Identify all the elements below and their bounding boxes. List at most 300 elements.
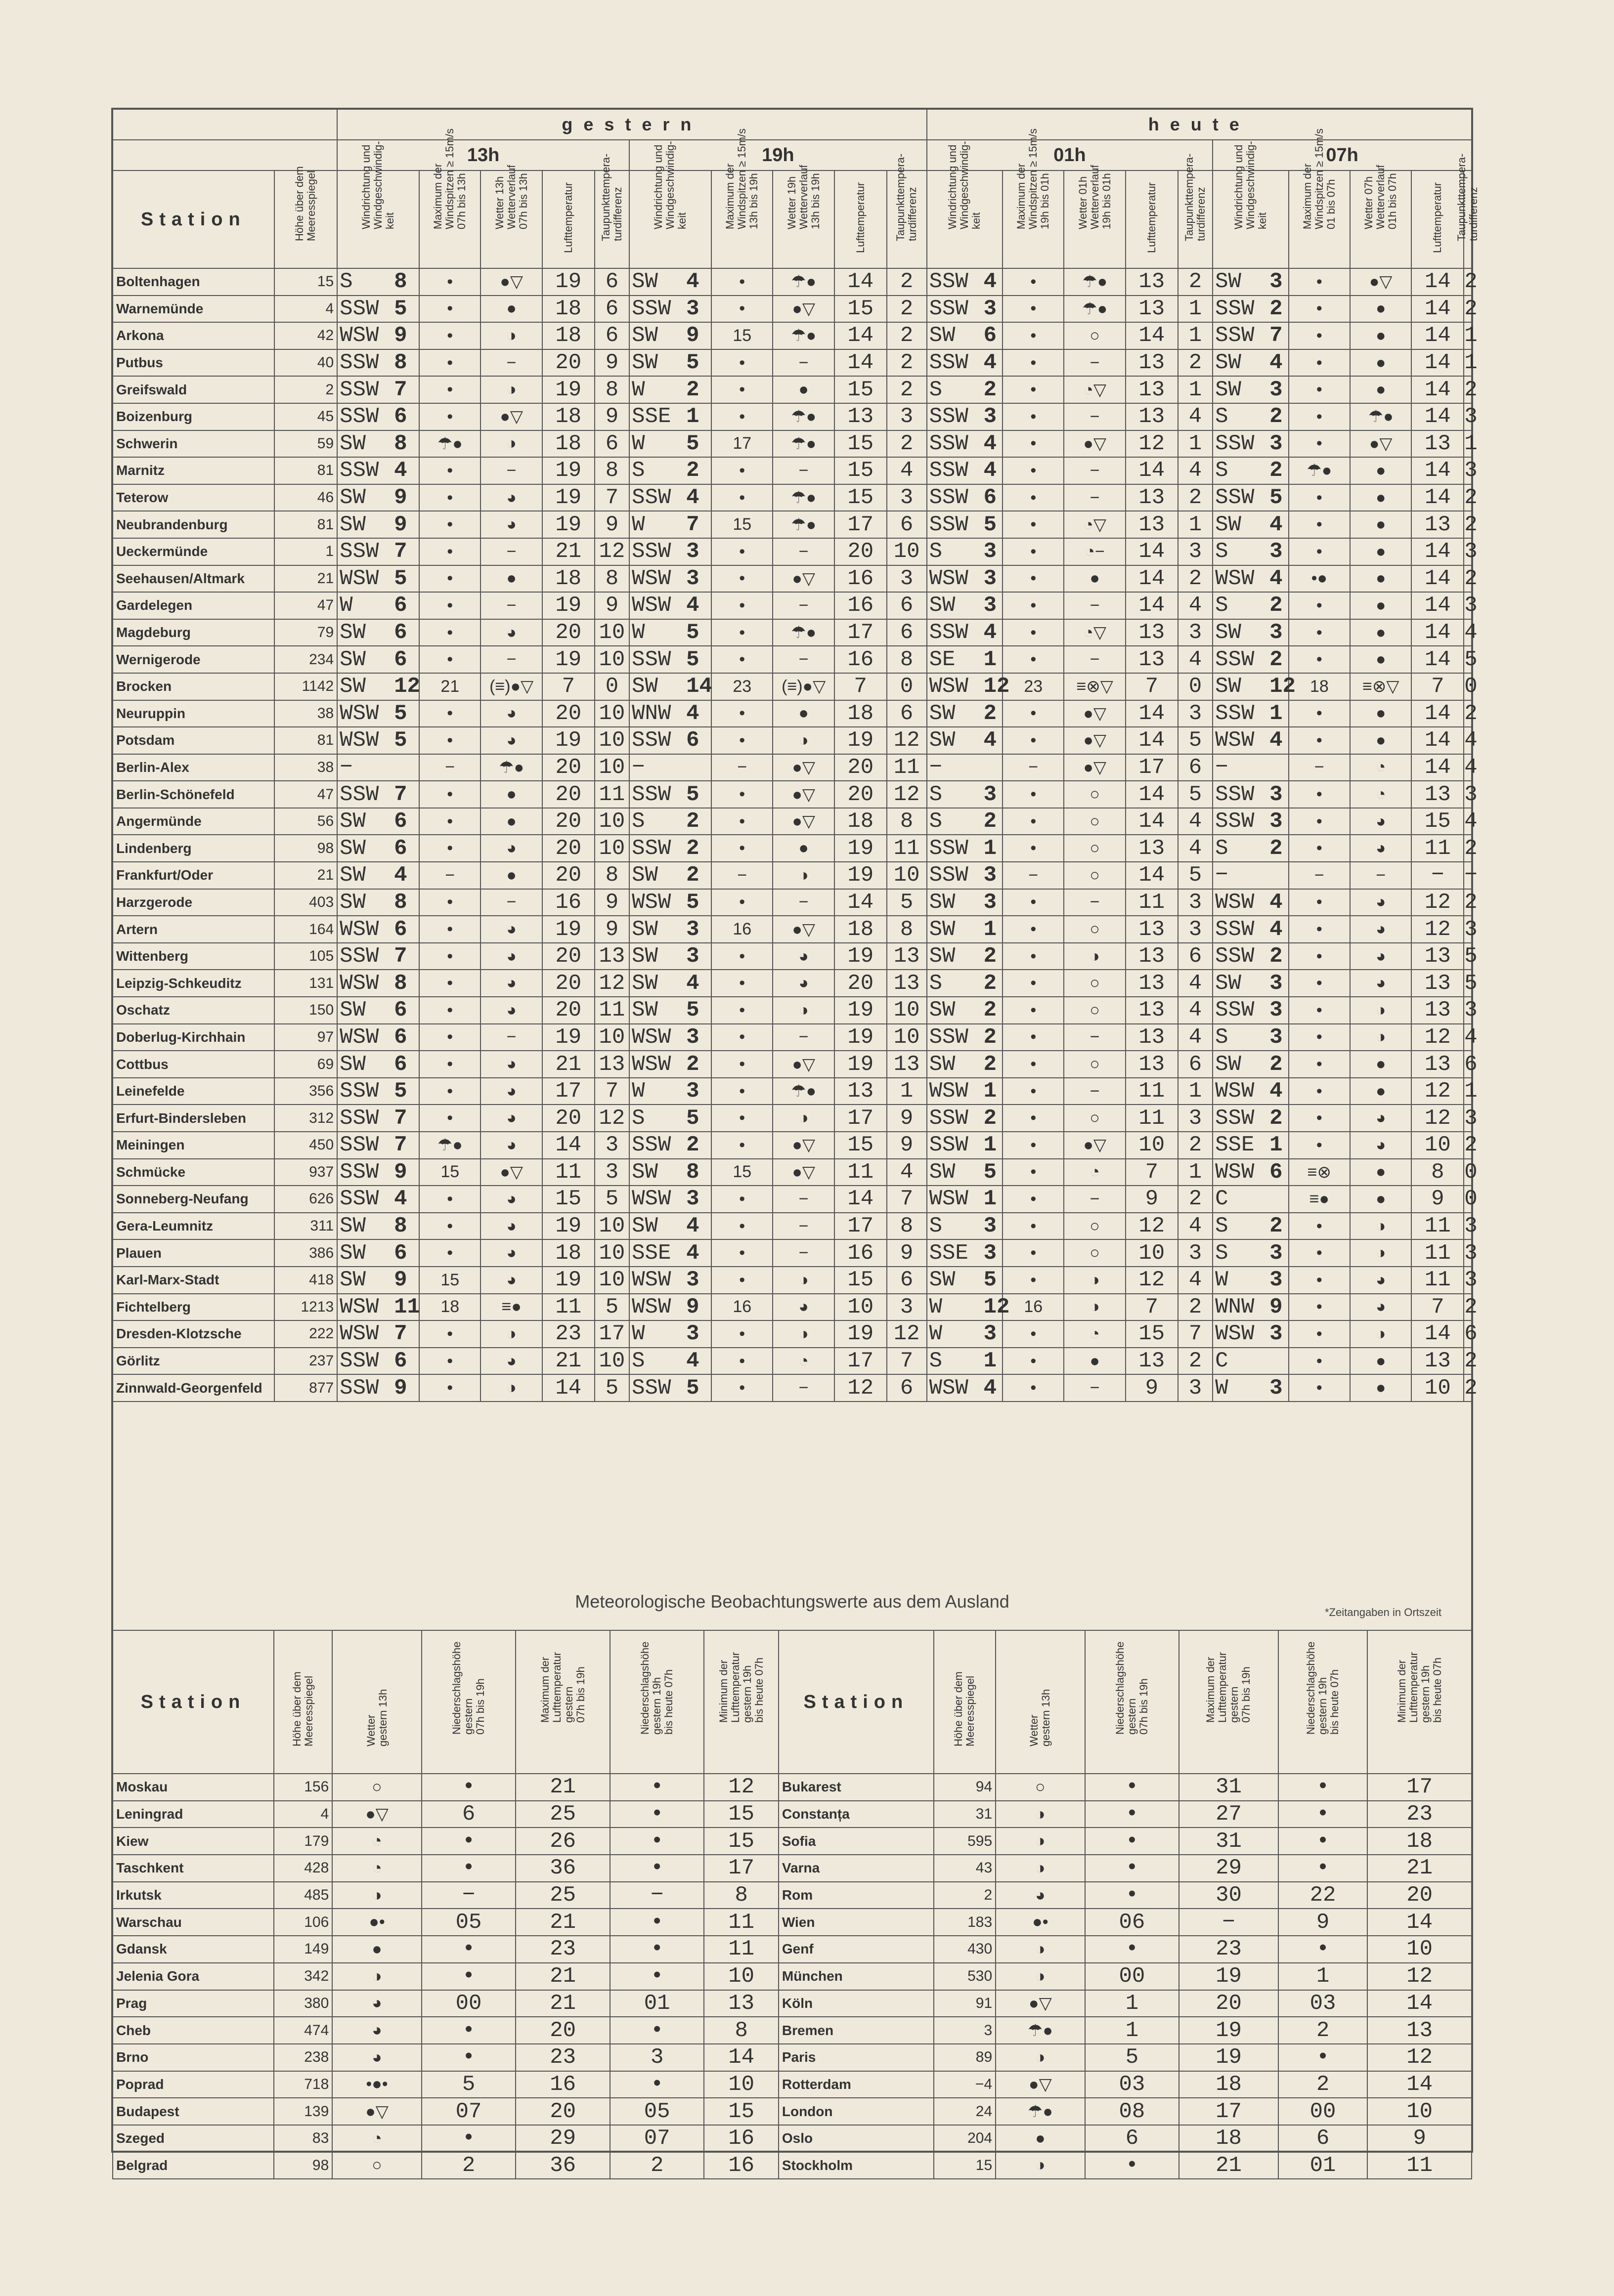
ausland-col-header: Niederschlagshöhe gestern 19h bis heute 07h: [610, 1630, 704, 1774]
dewpoint-difference: 4: [1464, 808, 1472, 835]
wind-speed: 9: [394, 323, 407, 348]
wind-gust: •: [1289, 1320, 1350, 1348]
wind-speed: 5: [686, 431, 699, 456]
air-temperature: 10: [1411, 1374, 1464, 1402]
dewpoint-difference: 6: [595, 322, 630, 349]
ausland-col-header: Maximum der Lufttemperatur gestern 07h bis 19h: [1179, 1630, 1278, 1774]
wind-cell: [629, 430, 711, 458]
air-temperature: 14: [542, 1374, 595, 1402]
station-altitude: 312: [274, 1105, 338, 1132]
ausland-min-temp: 12: [1367, 1963, 1472, 1990]
wind-cell: [927, 943, 1003, 970]
wind-cell: [337, 619, 419, 646]
station-row: [113, 1294, 1472, 1321]
wind-speed: 2: [1269, 593, 1283, 618]
wind-speed: 3: [1269, 1321, 1283, 1347]
station-row: [113, 727, 1472, 754]
wind-speed: 2: [1269, 1052, 1283, 1077]
weather-symbol: ☂●: [773, 1078, 834, 1105]
station-altitude: 311: [274, 1213, 338, 1240]
weather-symbol: ◔▽: [1064, 619, 1125, 646]
wind-speed: 6: [394, 620, 407, 645]
weather-symbol: ◑: [480, 1320, 542, 1348]
wind-cell: [1213, 970, 1288, 997]
wind-direction: S: [340, 269, 353, 295]
station-altitude: 79: [274, 619, 338, 646]
wind-gust: •: [1003, 484, 1064, 511]
air-temperature: 15: [834, 296, 887, 323]
wind-direction: SSW: [1215, 701, 1255, 726]
wind-gust: •: [419, 916, 480, 943]
wind-speed: 9: [686, 323, 699, 348]
ausland-altitude: 380: [274, 1990, 332, 2017]
wind-speed: 7: [394, 782, 407, 807]
station-name: Neuruppin: [113, 700, 274, 727]
ausland-precip-night: 2: [1278, 2017, 1368, 2044]
dewpoint-difference: 3: [887, 403, 927, 430]
dewpoint-difference: 6: [887, 619, 927, 646]
station-altitude: 418: [274, 1267, 338, 1294]
dewpoint-difference: 10: [595, 1267, 630, 1294]
ausland-max-temp: 36: [516, 2152, 610, 2179]
weather-symbol: ◑: [1350, 1320, 1411, 1348]
ausland-precip-day: •: [422, 1936, 516, 1963]
dewpoint-difference: 6: [887, 1374, 927, 1402]
wind-cell: [337, 376, 419, 403]
dewpoint-difference: 4: [887, 1159, 927, 1186]
ausland-col-header: Wetter gestern 13h: [996, 1630, 1085, 1774]
weather-symbol: ◕: [480, 484, 542, 511]
station-altitude: 234: [274, 646, 338, 673]
ausland-max-temp: 20: [1179, 1990, 1278, 2017]
wind-gust: •: [1003, 1374, 1064, 1402]
dewpoint-difference: 3: [595, 1132, 630, 1159]
ausland-row: [113, 1882, 1472, 1909]
air-temperature: 19: [542, 457, 595, 484]
weather-symbol: −: [480, 592, 542, 619]
air-temperature: 13: [1411, 943, 1464, 970]
air-temperature: 19: [542, 916, 595, 943]
air-temperature: 13: [1126, 511, 1178, 538]
ausland-precip-day: 08: [1085, 2098, 1179, 2125]
wind-gust: •: [1289, 835, 1350, 862]
weather-symbol: ○: [1064, 835, 1125, 862]
ausland-precip-day: 5: [1085, 2044, 1179, 2071]
wind-gust: •: [1003, 592, 1064, 619]
wind-speed: 5: [394, 566, 407, 591]
wind-gust: •: [1289, 1105, 1350, 1132]
ausland-row: [113, 1855, 1472, 1882]
wind-speed: 8: [394, 1214, 407, 1239]
station-row: [113, 430, 1472, 458]
wind-gust: ☂●: [419, 1132, 480, 1159]
ausland-weather: ●•: [332, 1909, 422, 1936]
wind-gust: •: [1003, 889, 1064, 916]
dewpoint-difference: 9: [595, 916, 630, 943]
wind-gust: −: [1289, 862, 1350, 889]
weather-symbol: ●: [1350, 1186, 1411, 1213]
ausland-station-name: Budapest: [113, 2098, 274, 2125]
ausland-min-temp: 13: [1367, 2017, 1472, 2044]
air-temperature: 8: [1411, 1159, 1464, 1186]
air-temperature: 14: [1126, 700, 1178, 727]
station-name: Cottbus: [113, 1051, 274, 1078]
weather-symbol: ◑: [773, 862, 834, 889]
wind-speed: 5: [686, 620, 699, 645]
dewpoint-difference: 2: [1464, 484, 1472, 511]
weather-symbol: ○: [1064, 1105, 1125, 1132]
wind-gust: •: [711, 349, 773, 377]
wind-gust: •: [1003, 430, 1064, 458]
air-temperature: 19: [834, 835, 887, 862]
air-temperature: 11: [1411, 835, 1464, 862]
wind-speed: 9: [686, 1294, 699, 1319]
dewpoint-difference: 4: [1178, 646, 1213, 673]
wind-cell: [629, 1078, 711, 1105]
weather-symbol: ☂●: [773, 619, 834, 646]
ausland-precip-night: •: [610, 1963, 704, 1990]
wind-speed: 5: [686, 1375, 699, 1401]
ausland-altitude: 238: [274, 2044, 332, 2071]
wind-cell: [337, 538, 419, 565]
wind-cell: [927, 808, 1003, 835]
wind-gust: •: [1289, 484, 1350, 511]
wind-cell: [1213, 646, 1288, 673]
wind-cell: [927, 403, 1003, 430]
wind-cell: [629, 1132, 711, 1159]
weather-symbol: ◕: [480, 1267, 542, 1294]
wind-cell: [1213, 808, 1288, 835]
weather-symbol: ◔: [1350, 781, 1411, 808]
wind-direction: S: [632, 1349, 645, 1374]
wind-direction: WSW: [1215, 566, 1255, 591]
weather-symbol: ≡⊗▽: [1350, 673, 1411, 700]
wind-speed: 6: [394, 1052, 407, 1077]
station-name: Putbus: [113, 349, 274, 377]
wind-speed: 2: [983, 1024, 997, 1050]
station-name: Schwerin: [113, 430, 274, 458]
air-temperature: 13: [1126, 1024, 1178, 1051]
wind-direction: C: [1215, 1187, 1228, 1212]
ausland-min-temp: 12: [1367, 2044, 1472, 2071]
wind-direction: SW: [632, 917, 658, 942]
wind-cell: [1213, 862, 1288, 889]
air-temperature: 13: [834, 403, 887, 430]
air-temperature: 14: [1411, 349, 1464, 377]
wind-gust: •: [1003, 808, 1064, 835]
station-altitude: 403: [274, 889, 338, 916]
ausland-row: [113, 1828, 1472, 1855]
wind-direction: −: [632, 755, 645, 780]
weather-symbol: ●: [1350, 1051, 1411, 1078]
ausland-weather: ◑: [996, 2152, 1085, 2179]
station-altitude: 131: [274, 970, 338, 997]
wind-cell: [1213, 484, 1288, 511]
ausland-precip-night: •: [610, 1801, 704, 1828]
col-header-c07-3: Lufttemperatur: [1411, 170, 1464, 268]
station-row: [113, 1132, 1472, 1159]
air-temperature: 13: [1411, 997, 1464, 1024]
weather-symbol: ☂●: [773, 322, 834, 349]
wind-speed: 2: [1269, 836, 1283, 861]
wind-direction: SSW: [632, 1133, 671, 1158]
weather-symbol: ●▽: [480, 268, 542, 296]
ausland-precip-day: 06: [1085, 1909, 1179, 1936]
ausland-min-temp: 14: [1367, 1909, 1472, 1936]
dewpoint-difference: 1: [1178, 376, 1213, 403]
wind-speed: 5: [983, 512, 997, 537]
ausland-precip-day: •: [1085, 2152, 1179, 2179]
weather-symbol: ●: [1350, 1374, 1411, 1402]
wind-direction: S: [1215, 404, 1228, 429]
station-row: [113, 349, 1472, 377]
wind-gust: •: [711, 1267, 773, 1294]
wind-cell: [1213, 403, 1288, 430]
air-temperature: 11: [1126, 889, 1178, 916]
air-temperature: 12: [1126, 430, 1178, 458]
wind-cell: [1213, 430, 1288, 458]
wind-gust: •: [1003, 1024, 1064, 1051]
wind-cell: [629, 376, 711, 403]
weather-symbol: −: [1064, 349, 1125, 377]
ausland-precip-night: •: [610, 2017, 704, 2044]
ausland-station-header: Station: [779, 1630, 934, 1774]
ausland-max-temp: 26: [516, 1828, 610, 1855]
wind-cell: [337, 296, 419, 323]
wind-cell: [629, 1213, 711, 1240]
weather-symbol: ●: [1350, 484, 1411, 511]
ausland-altitude: 179: [274, 1828, 332, 1855]
station-row: [113, 403, 1472, 430]
wind-cell: [927, 592, 1003, 619]
dewpoint-difference: 4: [1178, 970, 1213, 997]
wind-direction: SSW: [929, 350, 968, 376]
weather-symbol: ◑: [1350, 1239, 1411, 1267]
wind-direction: SSW: [1215, 647, 1255, 672]
weather-symbol: ◕: [1350, 808, 1411, 835]
ausland-station-name: Bukarest: [779, 1774, 934, 1801]
wind-speed: 3: [1269, 1024, 1283, 1050]
weather-symbol: ◕: [480, 511, 542, 538]
wind-direction: SSW: [632, 836, 671, 861]
wind-cell: [927, 457, 1003, 484]
wind-gust: •: [1003, 349, 1064, 377]
wind-cell: [337, 1239, 419, 1267]
hour-13-header: 13h: [337, 140, 629, 170]
dewpoint-difference: 6: [887, 511, 927, 538]
wind-direction: SSW: [340, 539, 379, 564]
wind-direction: SSW: [340, 350, 379, 376]
station-altitude: 15: [274, 268, 338, 296]
wind-gust: •: [711, 1078, 773, 1105]
wind-speed: 9: [394, 485, 407, 510]
air-temperature: 9: [1126, 1374, 1178, 1402]
dewpoint-difference: 3: [1464, 781, 1472, 808]
wind-gust: •: [711, 646, 773, 673]
wind-speed: 8: [394, 350, 407, 376]
dewpoint-difference: 5: [1178, 862, 1213, 889]
ausland-station-name: Köln: [779, 1990, 934, 2017]
wind-gust: •: [1003, 1051, 1064, 1078]
station-altitude: 222: [274, 1320, 338, 1348]
wind-speed: 3: [1269, 1268, 1283, 1293]
weather-symbol: ◔▽: [1064, 376, 1125, 403]
air-temperature: 14: [1126, 538, 1178, 565]
weather-symbol: ◑: [1064, 943, 1125, 970]
ausland-precip-day: 07: [422, 2098, 516, 2125]
wind-gust: •: [711, 943, 773, 970]
air-temperature: 14: [834, 889, 887, 916]
wind-cell: [927, 1374, 1003, 1402]
wind-direction: SSW: [632, 782, 671, 807]
wind-cell: [337, 1024, 419, 1051]
wind-direction: SSW: [929, 404, 968, 429]
dewpoint-difference: 4: [1464, 727, 1472, 754]
wind-direction: SW: [1215, 377, 1241, 402]
weather-symbol: ◑: [773, 727, 834, 754]
wind-gust: •: [711, 1186, 773, 1213]
station-row: [113, 754, 1472, 781]
air-temperature: 10: [1411, 1132, 1464, 1159]
station-row: [113, 1239, 1472, 1267]
dewpoint-difference: 4: [1464, 754, 1472, 781]
air-temperature: 14: [1126, 862, 1178, 889]
dewpoint-difference: 1: [1178, 430, 1213, 458]
station-name: Zinnwald-Georgenfeld: [113, 1374, 274, 1402]
air-temperature: 15: [1411, 808, 1464, 835]
wind-direction: SE: [929, 647, 956, 672]
wind-speed: 12: [983, 674, 1010, 699]
wind-speed: 8: [394, 890, 407, 915]
dewpoint-difference: 11: [887, 754, 927, 781]
ausland-note: *Zeitangaben in Ortszeit: [1325, 1606, 1442, 1618]
wind-gust: •: [419, 1374, 480, 1402]
wind-speed: 3: [686, 539, 699, 564]
wind-cell: [629, 592, 711, 619]
ausland-altitude: 83: [274, 2125, 332, 2152]
ausland-row: [113, 2044, 1472, 2071]
weather-symbol: −: [1350, 862, 1411, 889]
ausland-precip-day: •: [422, 2017, 516, 2044]
air-temperature: 12: [1411, 1105, 1464, 1132]
air-temperature: 13: [1126, 268, 1178, 296]
station-altitude: 81: [274, 727, 338, 754]
ausland-weather: ●•: [996, 1909, 1085, 1936]
wind-direction: WSW: [632, 890, 671, 915]
ausland-precip-night: 2: [1278, 2071, 1368, 2098]
domestic-observation-table: [112, 109, 1480, 1515]
ausland-col-header: Niederschlagshöhe gestern 07h bis 19h: [422, 1630, 516, 1774]
air-temperature: 13: [1411, 430, 1464, 458]
wind-speed: 7: [394, 539, 407, 564]
station-name: Magdeburg: [113, 619, 274, 646]
wind-speed: 3: [686, 1187, 699, 1212]
wind-direction: WSW: [340, 1294, 379, 1319]
station-altitude: 46: [274, 484, 338, 511]
wind-direction: S: [1215, 1024, 1228, 1050]
wind-cell: [1213, 1374, 1288, 1402]
wind-direction: SW: [929, 890, 956, 915]
wind-speed: 11: [394, 1294, 420, 1319]
station-name: Boizenburg: [113, 403, 274, 430]
ausland-max-temp: 17: [1179, 2098, 1278, 2125]
weather-symbol: −: [1064, 403, 1125, 430]
wind-gust: •: [1003, 296, 1064, 323]
wind-gust: •: [711, 268, 773, 296]
station-row: [113, 970, 1472, 997]
wind-speed: 4: [983, 269, 997, 295]
wind-direction: WSW: [632, 1187, 671, 1212]
air-temperature: 18: [834, 808, 887, 835]
dewpoint-difference: 3: [1178, 700, 1213, 727]
air-temperature: 20: [542, 700, 595, 727]
col-header-c19-4: Taupunkttempera- turdifferenz: [887, 170, 927, 268]
wind-cell: [1213, 889, 1288, 916]
weather-symbol: −: [1064, 484, 1125, 511]
wind-cell: [629, 808, 711, 835]
weather-symbol: −: [773, 538, 834, 565]
wind-speed: 6: [394, 404, 407, 429]
ausland-weather: ◔: [332, 2125, 422, 2152]
dewpoint-difference: 3: [1178, 538, 1213, 565]
wind-cell: [337, 268, 419, 296]
station-altitude: 1: [274, 538, 338, 565]
ausland-station-name: Taschkent: [113, 1855, 274, 1882]
station-name: Marnitz: [113, 457, 274, 484]
wind-direction: SW: [340, 890, 366, 915]
ausland-altitude: 15: [934, 2152, 996, 2179]
wind-speed: 1: [1269, 701, 1283, 726]
wind-speed: 8: [394, 431, 407, 456]
air-temperature: 12: [1126, 1267, 1178, 1294]
ausland-max-temp: 25: [516, 1801, 610, 1828]
station-row: [113, 565, 1472, 593]
wind-speed: 6: [983, 323, 997, 348]
wind-direction: SSW: [929, 1105, 968, 1131]
weather-symbol: ○: [1064, 970, 1125, 997]
weather-symbol: −: [1064, 1374, 1125, 1402]
station-altitude: 98: [274, 835, 338, 862]
weather-symbol: −: [1064, 457, 1125, 484]
station-name: Boltenhagen: [113, 268, 274, 296]
dewpoint-difference: 5: [1464, 646, 1472, 673]
dewpoint-difference: 10: [887, 1024, 927, 1051]
air-temperature: 19: [834, 1320, 887, 1348]
col-header-c13-0: Windrichtung und Windgeschwindig- keit: [337, 170, 419, 268]
wind-gust: •: [1289, 538, 1350, 565]
wind-speed: 4: [983, 1375, 997, 1401]
col-header-c13-1: Maximum der Windspitzen ≥ 15m/s 07h bis 13h: [419, 170, 480, 268]
wind-gust: •: [1003, 1320, 1064, 1348]
wind-direction: SSW: [1215, 917, 1255, 942]
station-name: Sonneberg-Neufang: [113, 1186, 274, 1213]
ausland-min-temp: 12: [704, 1774, 778, 1801]
ausland-precip-day: 1: [1085, 1990, 1179, 2017]
ausland-precip-day: •: [422, 2125, 516, 2152]
wind-gust: •: [1003, 943, 1064, 970]
dewpoint-difference: 9: [887, 1239, 927, 1267]
weather-symbol: ☂●: [773, 484, 834, 511]
wind-direction: SW: [632, 350, 658, 376]
wind-gust: •: [711, 565, 773, 593]
ausland-weather: ◑: [996, 2044, 1085, 2071]
station-name: Plauen: [113, 1239, 274, 1267]
wind-gust: •: [419, 268, 480, 296]
weather-symbol: ◕: [480, 943, 542, 970]
wind-gust: •: [1289, 403, 1350, 430]
weather-symbol: ◕: [480, 1213, 542, 1240]
dewpoint-difference: 3: [887, 484, 927, 511]
